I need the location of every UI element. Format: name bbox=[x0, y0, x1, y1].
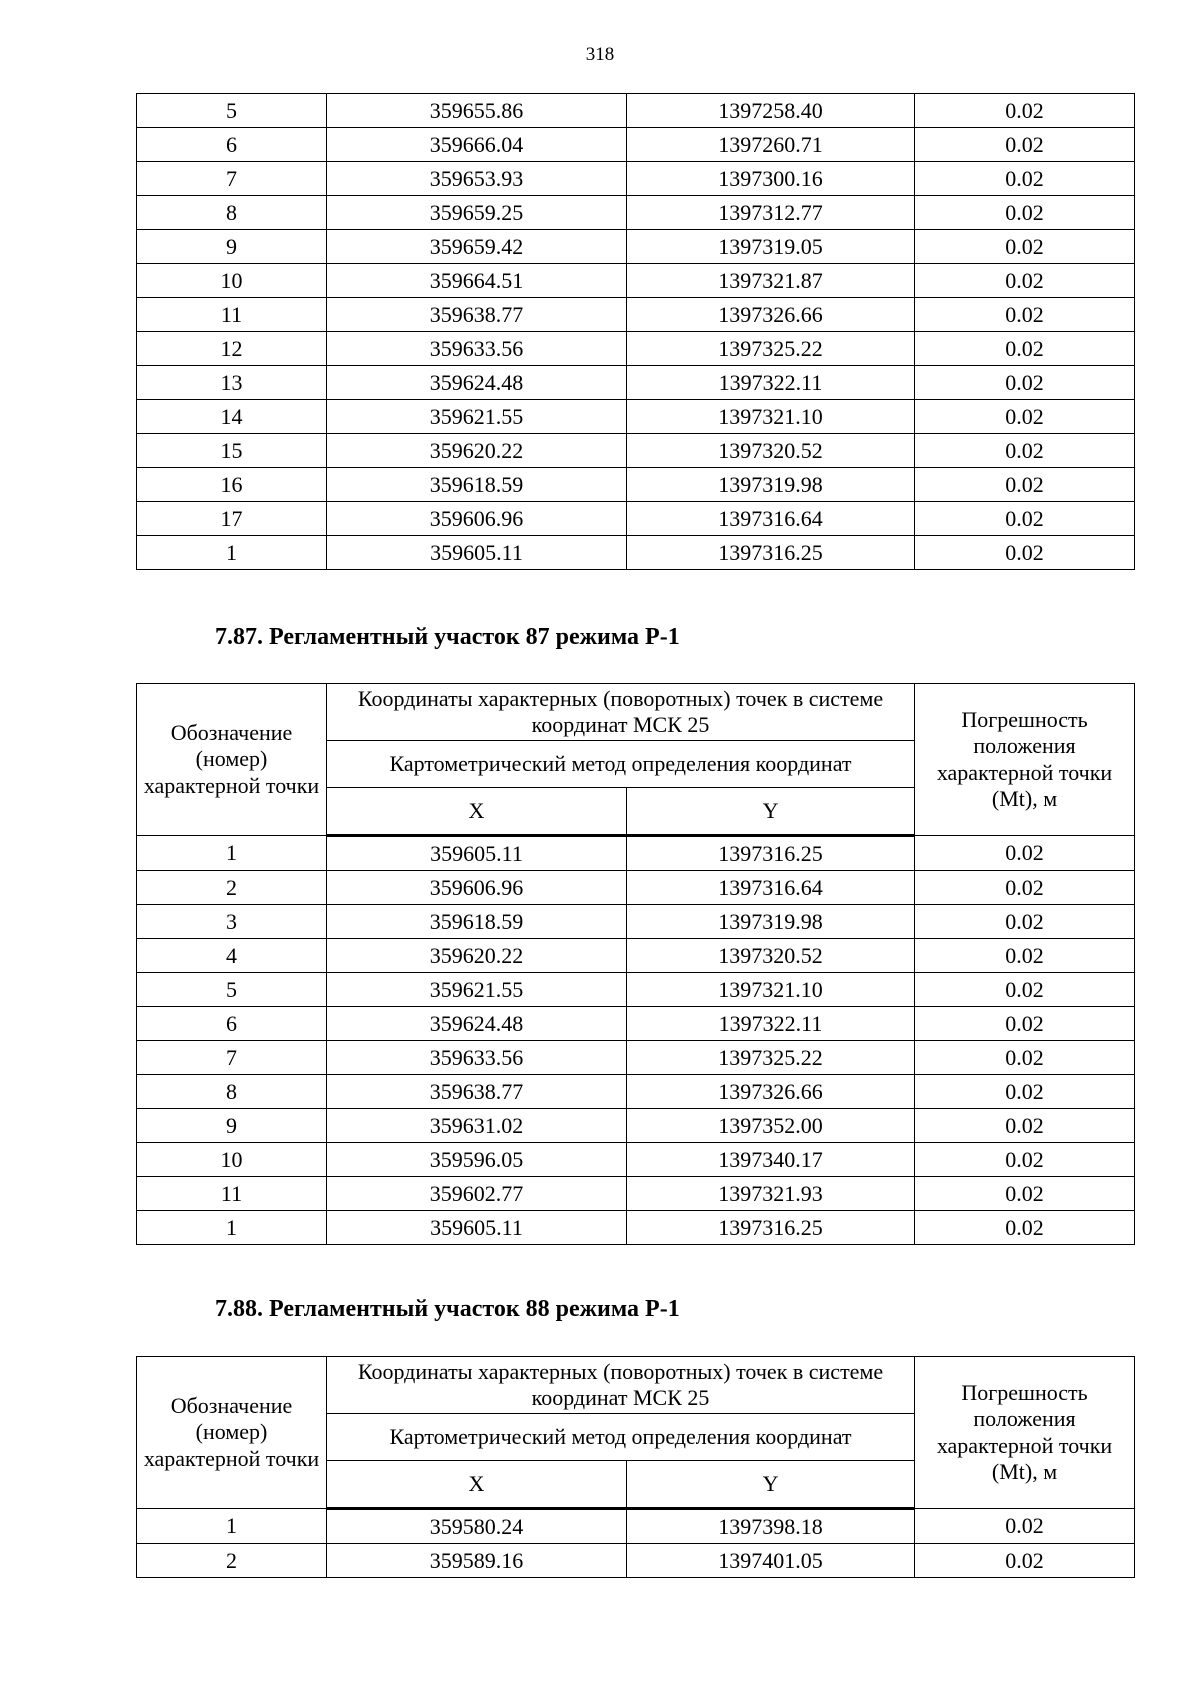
table-row bbox=[137, 332, 1135, 366]
table-row bbox=[137, 468, 1135, 502]
x-coordinate-cell: 359621.55 bbox=[327, 400, 627, 434]
error-cell: 0.02 bbox=[915, 1177, 1135, 1211]
table-header bbox=[137, 684, 1135, 836]
table-row bbox=[137, 162, 1135, 196]
y-coordinate-cell: 1397322.11 bbox=[627, 366, 915, 400]
table-row bbox=[137, 1007, 1135, 1041]
y-coordinate-cell: 1397258.40 bbox=[627, 94, 915, 128]
y-coordinate-cell: 1397401.05 bbox=[627, 1544, 915, 1578]
x-coordinate-cell: 359659.25 bbox=[327, 196, 627, 230]
x-coordinate-cell: 359655.86 bbox=[327, 94, 627, 128]
header-point-label: Обозначение (номер) характерной точки bbox=[137, 684, 327, 836]
y-coordinate-cell: 1397312.77 bbox=[627, 196, 915, 230]
error-cell: 0.02 bbox=[915, 973, 1135, 1007]
point-number-cell: 17 bbox=[137, 502, 327, 536]
x-coordinate-cell: 359606.96 bbox=[327, 502, 627, 536]
y-coordinate-cell: 1397321.93 bbox=[627, 1177, 915, 1211]
table-row bbox=[137, 1075, 1135, 1109]
header-x-label: X bbox=[327, 788, 627, 836]
point-number-cell: 12 bbox=[137, 332, 327, 366]
table-row bbox=[137, 434, 1135, 468]
error-cell: 0.02 bbox=[915, 836, 1135, 871]
y-coordinate-cell: 1397352.00 bbox=[627, 1109, 915, 1143]
x-coordinate-cell: 359596.05 bbox=[327, 1143, 627, 1177]
point-number-cell: 11 bbox=[137, 298, 327, 332]
error-cell: 0.02 bbox=[915, 264, 1135, 298]
error-cell: 0.02 bbox=[915, 1544, 1135, 1578]
y-coordinate-cell: 1397316.25 bbox=[627, 536, 915, 570]
table-body bbox=[137, 94, 1135, 570]
point-number-cell: 1 bbox=[137, 1509, 327, 1544]
y-coordinate-cell: 1397319.98 bbox=[627, 905, 915, 939]
y-coordinate-cell: 1397325.22 bbox=[627, 1041, 915, 1075]
y-coordinate-cell: 1397321.10 bbox=[627, 973, 915, 1007]
x-coordinate-cell: 359624.48 bbox=[327, 1007, 627, 1041]
table-row bbox=[137, 1177, 1135, 1211]
x-coordinate-cell: 359620.22 bbox=[327, 939, 627, 973]
table-row bbox=[137, 1143, 1135, 1177]
error-cell: 0.02 bbox=[915, 1509, 1135, 1544]
error-cell: 0.02 bbox=[915, 196, 1135, 230]
y-coordinate-cell: 1397322.11 bbox=[627, 1007, 915, 1041]
point-number-cell: 5 bbox=[137, 973, 327, 1007]
x-coordinate-cell: 359606.96 bbox=[327, 871, 627, 905]
x-coordinate-cell: 359621.55 bbox=[327, 973, 627, 1007]
y-coordinate-cell: 1397316.25 bbox=[627, 836, 915, 871]
x-coordinate-cell: 359633.56 bbox=[327, 1041, 627, 1075]
x-coordinate-cell: 359638.77 bbox=[327, 1075, 627, 1109]
header-method-label: Картометрический метод определения координат bbox=[327, 1414, 915, 1461]
header-y-label: Y bbox=[627, 1461, 915, 1509]
table-row bbox=[137, 973, 1135, 1007]
point-number-cell: 6 bbox=[137, 1007, 327, 1041]
table-row bbox=[137, 871, 1135, 905]
y-coordinate-cell: 1397320.52 bbox=[627, 939, 915, 973]
point-number-cell: 6 bbox=[137, 128, 327, 162]
y-coordinate-cell: 1397260.71 bbox=[627, 128, 915, 162]
table-row bbox=[137, 400, 1135, 434]
coordinates-table-continued bbox=[136, 93, 1135, 570]
table-row bbox=[137, 1509, 1135, 1544]
y-coordinate-cell: 1397398.18 bbox=[627, 1509, 915, 1544]
error-cell: 0.02 bbox=[915, 230, 1135, 264]
table-row bbox=[137, 94, 1135, 128]
table-row bbox=[137, 128, 1135, 162]
y-coordinate-cell: 1397319.05 bbox=[627, 230, 915, 264]
point-number-cell: 10 bbox=[137, 1143, 327, 1177]
point-number-cell: 8 bbox=[137, 1075, 327, 1109]
x-coordinate-cell: 359618.59 bbox=[327, 468, 627, 502]
y-coordinate-cell: 1397319.98 bbox=[627, 468, 915, 502]
point-number-cell: 14 bbox=[137, 400, 327, 434]
header-y-label: Y bbox=[627, 788, 915, 836]
table-row bbox=[137, 366, 1135, 400]
table-row bbox=[137, 264, 1135, 298]
table-row bbox=[137, 836, 1135, 871]
table-row bbox=[137, 196, 1135, 230]
header-coords-label: Координаты характерных (поворотных) точек в системе координат МСК 25 bbox=[327, 1357, 915, 1414]
point-number-cell: 16 bbox=[137, 468, 327, 502]
x-coordinate-cell: 359664.51 bbox=[327, 264, 627, 298]
error-cell: 0.02 bbox=[915, 128, 1135, 162]
table-body bbox=[137, 1509, 1135, 1578]
error-cell: 0.02 bbox=[915, 468, 1135, 502]
point-number-cell: 7 bbox=[137, 1041, 327, 1075]
x-coordinate-cell: 359618.59 bbox=[327, 905, 627, 939]
x-coordinate-cell: 359666.04 bbox=[327, 128, 627, 162]
error-cell: 0.02 bbox=[915, 1007, 1135, 1041]
section-heading-87: 7.87. Регламентный участок 87 режима Р-1 bbox=[215, 624, 680, 650]
error-cell: 0.02 bbox=[915, 366, 1135, 400]
error-cell: 0.02 bbox=[915, 298, 1135, 332]
point-number-cell: 2 bbox=[137, 1544, 327, 1578]
y-coordinate-cell: 1397325.22 bbox=[627, 332, 915, 366]
x-coordinate-cell: 359631.02 bbox=[327, 1109, 627, 1143]
section-heading-88: 7.88. Регламентный участок 88 режима Р-1 bbox=[215, 1296, 680, 1322]
header-x-label: X bbox=[327, 1461, 627, 1509]
table-row bbox=[137, 536, 1135, 570]
error-cell: 0.02 bbox=[915, 1211, 1135, 1245]
point-number-cell: 5 bbox=[137, 94, 327, 128]
point-number-cell: 8 bbox=[137, 196, 327, 230]
x-coordinate-cell: 359605.11 bbox=[327, 836, 627, 871]
point-number-cell: 9 bbox=[137, 230, 327, 264]
table-row bbox=[137, 939, 1135, 973]
x-coordinate-cell: 359638.77 bbox=[327, 298, 627, 332]
error-cell: 0.02 bbox=[915, 332, 1135, 366]
error-cell: 0.02 bbox=[915, 1143, 1135, 1177]
y-coordinate-cell: 1397340.17 bbox=[627, 1143, 915, 1177]
point-number-cell: 13 bbox=[137, 366, 327, 400]
error-cell: 0.02 bbox=[915, 434, 1135, 468]
table-row bbox=[137, 1544, 1135, 1578]
point-number-cell: 4 bbox=[137, 939, 327, 973]
x-coordinate-cell: 359605.11 bbox=[327, 1211, 627, 1245]
y-coordinate-cell: 1397300.16 bbox=[627, 162, 915, 196]
y-coordinate-cell: 1397316.25 bbox=[627, 1211, 915, 1245]
y-coordinate-cell: 1397326.66 bbox=[627, 1075, 915, 1109]
header-error-label: Погрешность положения характерной точки (Mt), м bbox=[915, 684, 1135, 836]
table-row bbox=[137, 502, 1135, 536]
x-coordinate-cell: 359605.11 bbox=[327, 536, 627, 570]
point-number-cell: 10 bbox=[137, 264, 327, 298]
table-row bbox=[137, 905, 1135, 939]
y-coordinate-cell: 1397321.87 bbox=[627, 264, 915, 298]
y-coordinate-cell: 1397316.64 bbox=[627, 502, 915, 536]
x-coordinate-cell: 359580.24 bbox=[327, 1509, 627, 1544]
coordinates-table-87 bbox=[136, 683, 1135, 1245]
x-coordinate-cell: 359620.22 bbox=[327, 434, 627, 468]
coordinates-table-88 bbox=[136, 1356, 1135, 1578]
point-number-cell: 1 bbox=[137, 836, 327, 871]
y-coordinate-cell: 1397321.10 bbox=[627, 400, 915, 434]
point-number-cell: 11 bbox=[137, 1177, 327, 1211]
table-body bbox=[137, 836, 1135, 1245]
point-number-cell: 7 bbox=[137, 162, 327, 196]
y-coordinate-cell: 1397316.64 bbox=[627, 871, 915, 905]
x-coordinate-cell: 359589.16 bbox=[327, 1544, 627, 1578]
table-row bbox=[137, 1211, 1135, 1245]
point-number-cell: 1 bbox=[137, 536, 327, 570]
point-number-cell: 9 bbox=[137, 1109, 327, 1143]
x-coordinate-cell: 359633.56 bbox=[327, 332, 627, 366]
header-point-label: Обозначение (номер) характерной точки bbox=[137, 1357, 327, 1509]
y-coordinate-cell: 1397320.52 bbox=[627, 434, 915, 468]
table-row bbox=[137, 1041, 1135, 1075]
table-row bbox=[137, 1109, 1135, 1143]
point-number-cell: 15 bbox=[137, 434, 327, 468]
page-number: 318 bbox=[585, 44, 615, 65]
header-method-label: Картометрический метод определения координат bbox=[327, 741, 915, 788]
point-number-cell: 2 bbox=[137, 871, 327, 905]
error-cell: 0.02 bbox=[915, 1109, 1135, 1143]
error-cell: 0.02 bbox=[915, 1041, 1135, 1075]
x-coordinate-cell: 359653.93 bbox=[327, 162, 627, 196]
error-cell: 0.02 bbox=[915, 502, 1135, 536]
error-cell: 0.02 bbox=[915, 400, 1135, 434]
table-header bbox=[137, 1357, 1135, 1509]
x-coordinate-cell: 359659.42 bbox=[327, 230, 627, 264]
y-coordinate-cell: 1397326.66 bbox=[627, 298, 915, 332]
error-cell: 0.02 bbox=[915, 871, 1135, 905]
header-coords-label: Координаты характерных (поворотных) точек в системе координат МСК 25 bbox=[327, 684, 915, 741]
error-cell: 0.02 bbox=[915, 939, 1135, 973]
header-error-label: Погрешность положения характерной точки (Mt), м bbox=[915, 1357, 1135, 1509]
error-cell: 0.02 bbox=[915, 905, 1135, 939]
error-cell: 0.02 bbox=[915, 94, 1135, 128]
x-coordinate-cell: 359624.48 bbox=[327, 366, 627, 400]
error-cell: 0.02 bbox=[915, 162, 1135, 196]
table-row bbox=[137, 230, 1135, 264]
point-number-cell: 1 bbox=[137, 1211, 327, 1245]
error-cell: 0.02 bbox=[915, 1075, 1135, 1109]
x-coordinate-cell: 359602.77 bbox=[327, 1177, 627, 1211]
error-cell: 0.02 bbox=[915, 536, 1135, 570]
point-number-cell: 3 bbox=[137, 905, 327, 939]
table-row bbox=[137, 298, 1135, 332]
